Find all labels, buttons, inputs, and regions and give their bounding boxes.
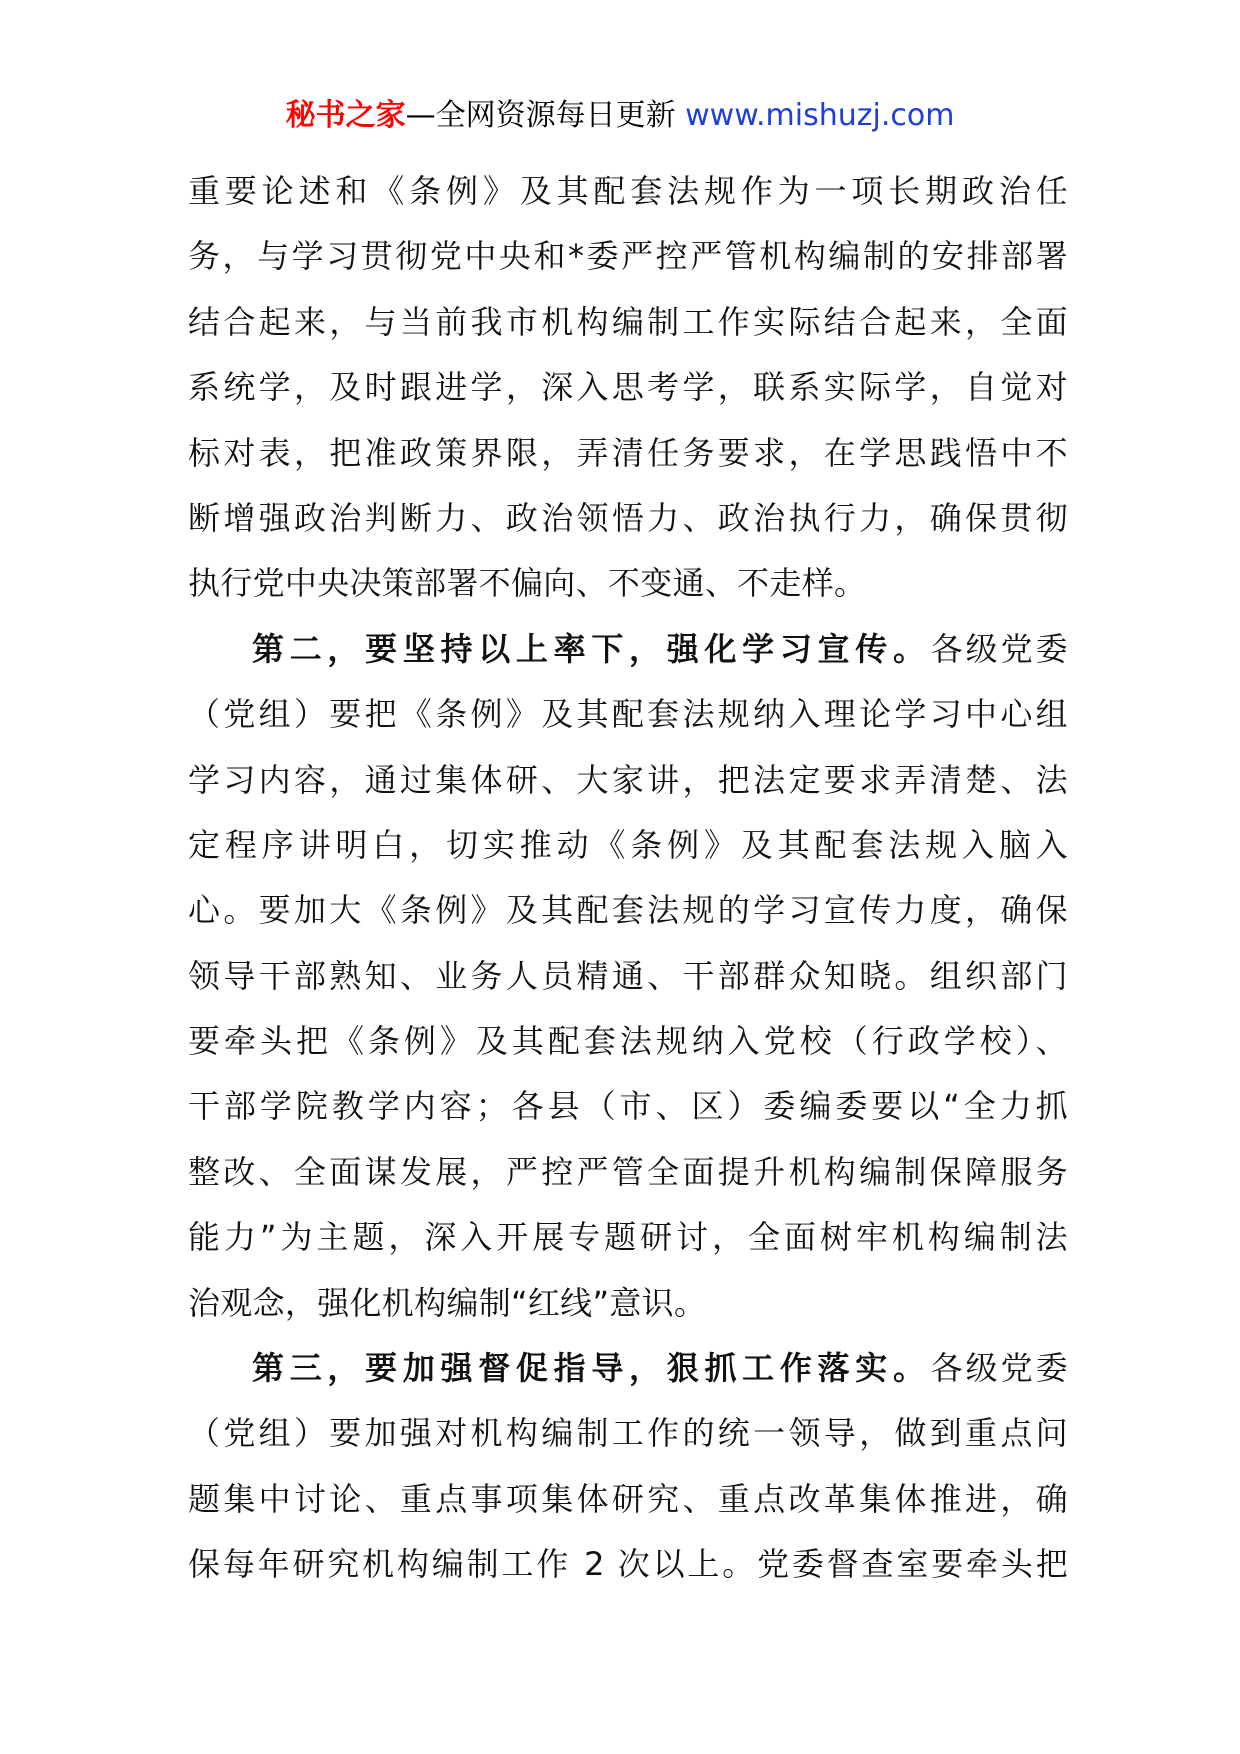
paragraph-1-line: 执行党中央决策部署不偏向、不变通、不走样。 bbox=[188, 564, 867, 603]
paragraph-2-line: 心。要加大《条例》及其配套法规的学习宣传力度，确保 bbox=[188, 891, 1068, 930]
paragraph-2-line: 治观念，强化机构编制“红线”意识。 bbox=[188, 1283, 707, 1322]
paragraph-1-line: 系统学，及时跟进学，深入思考学，联系实际学，自觉对 bbox=[188, 368, 1068, 407]
paragraph-3-first-line bbox=[188, 1336, 1068, 1401]
paragraph-2-line: 整改、全面谋发展，严控严管全面提升机构编制保障服务 bbox=[188, 1152, 1068, 1191]
paragraph-2-line: 定程序讲明白，切实推动《条例》及其配套法规入脑入 bbox=[188, 825, 1068, 864]
paragraph-1-line: 务，与学习贯彻党中央和*委严控严管机构编制的安排部署 bbox=[188, 237, 1068, 276]
paragraph-3-lead-heading: 第三，要加强督促指导，狠抓工作落实。 bbox=[252, 1349, 931, 1388]
paragraph-2-line: 能力”为主题，深入开展专题研讨，全面树牢机构编制法 bbox=[188, 1218, 1068, 1257]
paragraph-3-line: （党组）要加强对机构编制工作的统一领导，做到重点问 bbox=[188, 1414, 1068, 1453]
paragraph-2-line: 干部学院教学内容；各县（市、区）委编委要以“全力抓 bbox=[188, 1087, 1068, 1126]
brand-name: 秘书之家 bbox=[285, 98, 406, 133]
paragraph-1-line: 重要论述和《条例》及其配套法规作为一项长期政治任 bbox=[188, 172, 1068, 210]
paragraph-2-first-text: 各级党委 bbox=[930, 629, 1068, 668]
paragraph-2-line: 学习内容，通过集体研、大家讲，把法定要求弄清楚、法 bbox=[188, 760, 1068, 799]
paragraph-1-line: 结合起来，与当前我市机构编制工作实际结合起来，全面 bbox=[188, 302, 1068, 341]
paragraph-2-line: 领导干部熟知、业务人员精通、干部群众知晓。组织部门 bbox=[188, 956, 1068, 995]
paragraph-3-line: 题集中讨论、重点事项集体研究、重点改革集体推进，确 bbox=[188, 1479, 1068, 1518]
paragraph-3-first-text: 各级党委 bbox=[930, 1349, 1068, 1388]
document-body bbox=[188, 159, 1068, 1598]
header-tagline: —全网资源每日更新 bbox=[405, 98, 686, 133]
paragraph-2-first-line bbox=[188, 617, 1068, 682]
paragraph-2-line: 要牵头把《条例》及其配套法规纳入党校（行政学校）、 bbox=[188, 1022, 1068, 1061]
paragraph-2-lead-heading: 第二，要坚持以上率下，强化学习宣传。 bbox=[252, 629, 931, 668]
paragraph-1-line: 断增强政治判断力、政治领悟力、政治执行力，确保贯彻 bbox=[188, 498, 1068, 537]
paragraph-2-line: （党组）要把《条例》及其配套法规纳入理论学习中心组 bbox=[188, 695, 1068, 734]
site-header bbox=[0, 96, 1240, 136]
paragraph-3-line: 保每年研究机构编制工作 2 次以上。党委督查室要牵头把 bbox=[188, 1545, 1068, 1584]
paragraph-1-line: 标对表，把准政策界限，弄清任务要求，在学思践悟中不 bbox=[188, 433, 1068, 472]
site-url-link[interactable]: www.mishuzj.com bbox=[685, 98, 955, 133]
